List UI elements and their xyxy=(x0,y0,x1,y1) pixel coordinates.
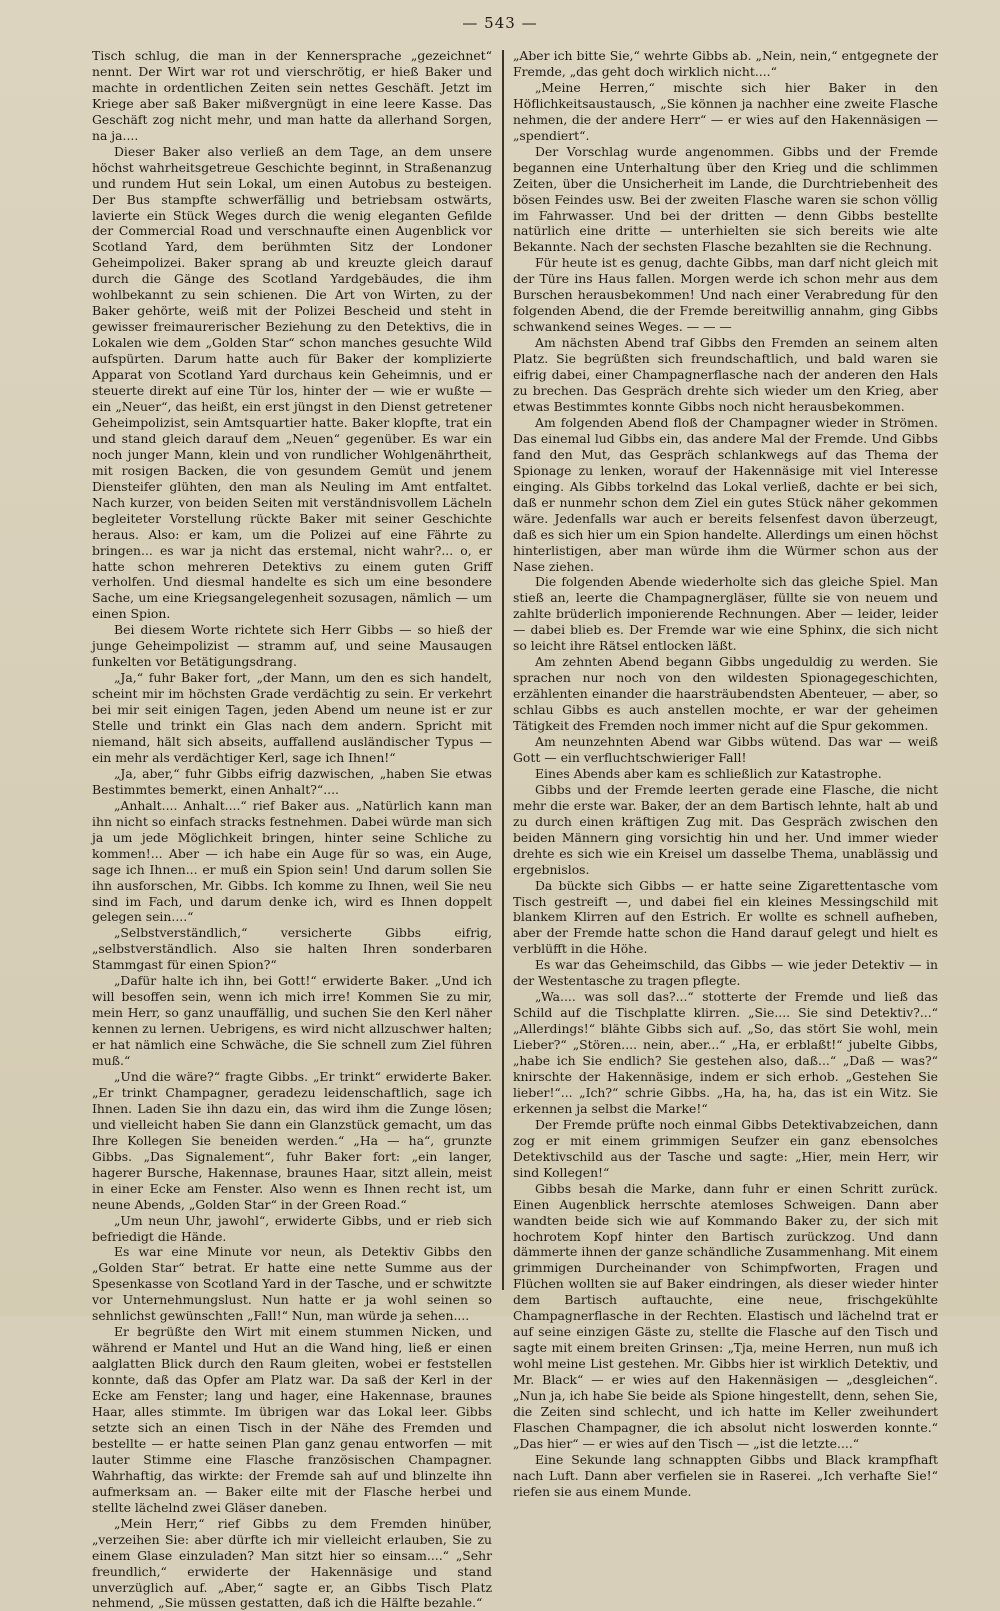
paragraph: „Aber ich bitte Sie,“ wehrte Gibbs ab. „Nein, nein,“ entgegnete der Fremde, „das geht doch wirklich nicht....“ xyxy=(513,48,938,79)
paragraph: „Um neun Uhr, jawohl“, erwiderte Gibbs, und er rieb sich befriedigt die Hände. xyxy=(92,1212,492,1244)
paragraph: Am nächsten Abend traf Gibbs den Fremden an seinem alten Platz. Sie begrüßten sich freundschaftlich, und bald waren sie eifrig dabei, einer Champagnerflasche nach der anderen den Hals zu brechen. Das Gespräch drehte sich wieder um den Krieg, aber etwas Bestimmtes konnte Gibbs noch nicht herausbekommen. xyxy=(513,335,938,414)
paragraph: Gibbs besah die Marke, dann fuhr er einen Schritt zurück. Einen Augenblick herrschte atemloses Schweigen. Dann aber wandten beide sich wie auf Kommando Baker zu, der sich mit hochrotem Kopf hinter den Bartisch zurückzog. Und dann dämmerte ihnen der ganze schändliche Zusammenhang. Mit einem grimmigen Durcheinander von Schimpfworten, Fragen und Flüchen wollten sie auf Baker eindringen, als dieser wieder hinter dem Bartisch auftauchte, eine neue, frischgekühlte Champagnerflasche in der Rechten. Elastisch und lächelnd trat er auf seine einzigen Gäste zu, stellte die Flasche auf den Tisch und sagte mit einem breiten Grinsen: „Tja, meine Herren, nun muß ich wohl meine List gestehen. Mr. Gibbs hier ist wirklich Detektiv, und Mr. Black“ — er wies auf den Hakennäsigen — „desgleichen“. „Nun ja, ich habe Sie beide als Spione hingestellt, denn, sehen Sie, die Zeiten sind schlecht, und ich hatte im Keller zweihundert Flaschen Champagner, die ich absolut nicht loswerden konnte.“ „Das hier“ — er wies auf den Tisch — „ist die letzte....“ xyxy=(513,1180,938,1451)
paragraph: „Und die wäre?“ fragte Gibbs. „Er trinkt“ erwiderte Baker. „Er trinkt Champagner, geradezu leidenschaftlich, sage ich Ihnen. Laden Sie ihn dazu ein, das wird ihm die Zunge lösen; und vielleicht haben Sie dann ein Glanzstück gemacht, um das Ihre Kollegen Sie beneiden werden.“ „Ha — ha“, grunzte Gibbs. „Das Signalement“, fuhr Baker fort: „ein langer, hagerer Bursche, Hakennase, braunes Haar, sitzt allein, meist in einer Ecke am Fenster. Also wenn es Ihnen recht ist, um neune Abends, „Golden Star“ in der Green Road.“ xyxy=(92,1069,492,1212)
paragraph: Es war das Geheimschild, das Gibbs — wie jeder Detektiv — in der Westentasche zu tragen pflegte. xyxy=(513,957,938,989)
paragraph: Am folgenden Abend floß der Champagner wieder in Strömen. Das einemal lud Gibbs ein, das andere Mal der Fremde. Und Gibbs fand den Mut, das Gespräch schlankwegs auf das Thema der Spionage zu lenken, worauf der Hakennäsige mit viel Interesse einging. Als Gibbs torkelnd das Lokal verließ, dachte er bei sich, daß er nunmehr schon dem Ziel ein gutes Stück näher gekommen wäre. Jedenfalls war auch er bereits felsenfest davon überzeugt, daß es sich hier um ein Spion handelte. Allerdings um einen höchst hinterlistigen, aber man würde ihm die Würmer schon aus der Nase ziehen. xyxy=(513,414,939,574)
paragraph: „Meine Herren,“ mischte sich hier Baker in den Höflichkeitsaustausch, „Sie können ja nachher eine zweite Flasche nehmen, die der andere Herr“ — er wies auf den Hakennäsigen — „spendiert“. xyxy=(513,79,938,143)
paragraph: „Ja, aber,“ fuhr Gibbs eifrig dazwischen, „haben Sie etwas Bestimmtes bemerkt, einen Anhalt?“.... xyxy=(92,765,492,797)
paragraph: Tisch schlug, die man in der Kennersprache „gezeichnet“ nennt. Der Wirt war rot und vierschrötig, er hieß Baker und machte in ordentlichen Zeiten sein nettes Geschäft. Jetzt im Kriege aber saß Baker mißvergnügt in eine leere Kasse. Das Geschäft zog nicht mehr, und man hatte da allerhand Sorgen, na ja.... xyxy=(92,48,492,143)
paragraph: Er begrüßte den Wirt mit einem stummen Nicken, und während er Mantel und Hut an die Wand hing, ließ er einen aalglatten Blick durch den Raum gleiten, wobei er feststellen konnte, daß das Opfer am Platz war. Da saß der Kerl in der Ecke am Fenster; lang und hager, eine Hakennase, braunes Haar, alles stimmte. Im übrigen war das Lokal leer. Gibbs setzte sich an einen Tisch in der Nähe des Fremden und bestellte — er hatte seinen Plan ganz genau entworfen — mit lauter Stimme eine Flasche französischen Champagner. Wahrhaftig, das wirkte: der Fremde sah auf und blinzelte ihn aufmerksam an. — Baker eilte mit der Flasche herbei und stellte lächelnd zwei Gläser daneben. xyxy=(92,1324,492,1515)
paragraph: Es war eine Minute vor neun, als Detektiv Gibbs den „Golden Star“ betrat. Er hatte eine nette Summe aus der Spesenkasse von Scotland Yard in der Tasche, und er schwitzte vor Unternehmungslust. Nun hatte er ja wohl seinen so sehnlichst gewünschten „Fall!“ Nun, man würde ja sehen.... xyxy=(92,1244,492,1324)
paragraph: Eine Sekunde lang schnappten Gibbs und Black krampfhaft nach Luft. Dann aber verfielen sie in Raserei. „Ich verhafte Sie!“ riefen sie aus einem Munde. xyxy=(513,1451,938,1499)
paragraph: Da bückte sich Gibbs — er hatte seine Zigarettentasche vom Tisch gestreift —, und dabei fiel ein kleines Messingschild mit blankem Klirren auf den Estrich. Er wollte es schnell aufheben, aber der Fremde hatte schon die Hand darauf gelegt und hielt es verblüfft in die Höhe. xyxy=(513,877,938,957)
paragraph: „Mein Herr,“ rief Gibbs zu dem Fremden hinüber, „verzeihen Sie: aber dürfte ich mir vielleicht erlauben, Sie zu einem Glase einzuladen? Man sitzt hier so einsam....“ „Sehr freundlich,“ erwiderte der Hakennäsige und stand unverzüglich auf. „Aber,“ sagte er, an Gibbs Tisch Platz nehmend, „Sie müssen gestatten, daß ich die Hälfte bezahle.“ xyxy=(92,1515,492,1611)
paragraph: Am zehnten Abend begann Gibbs ungeduldig zu werden. Sie sprachen nur noch von den wildesten Spionagegeschichten, erzählenten einander die haarsträubendsten Abenteuer, — aber, so schlau Gibbs es auch anstellen mochte, er war der geheimen Tätigkeit des Fremden noch immer nicht auf die Spur gekommen. xyxy=(513,654,938,734)
paragraph: Für heute ist es genug, dachte Gibbs, man darf nicht gleich mit der Türe ins Haus fallen. Morgen werde ich schon mehr aus dem Burschen herausbekommen! Und nach einer Verabredung für den folgenden Abend, die der Fremde bereitwillig annahm, ging Gibbs schwankend seines Weges. — — — xyxy=(513,255,938,335)
paragraph: Dieser Baker also verließ an dem Tage, an dem unsere höchst wahrheitsgetreue Geschichte beginnt, in Straßenanzug und rundem Hut sein Lokal, um einen Autobus zu besteigen. Der Bus stampfte schwerfällig und betriebsam ostwärts, lavierte ein Stück Weges durch die wenig eleganten Gefilde der Commercial Road und verschnaufte einen Augenblick vor Scotland Yard, dem berühmten Sitz der Londoner Geheimpolizei. Baker sprang ab und kreuzte gleich darauf durch die Gänge des Scotland Yardgebäudes, die ihm wohlbekannt zu sein schienen. Die Art von Wirten, zu der Baker gehörte, weiß mit der Polizei Bescheid und steht in gewisser freimaurerischer Beziehung zu den Detektivs, die in Lokalen wie dem „Golden Star“ schon manches gesuchte Wild aufspürten. Darum hatte auch für Baker der komplizierte Apparat von Scotland Yard durchaus kein Geheimnis, und er steuerte direkt auf eine Tür los, hinter der — wie er wußte — ein „Neuer“, das heißt, ein erst jüngst in den Dienst getretener Geheimpolizist, sein Amtsquartier hatte. Baker klopfte, trat ein und stand gleich darauf dem „Neuen“ gegenüber. Es war ein noch junger Mann, klein und von rundlicher Wohlgenährtheit, mit rosigen Backen, die von gesundem Gemüt und jenem Diensteifer glühten, den man als Neuling im Amt entfaltet. Nach kurzer, von beiden Seiten mit verständnisvollem Lächeln begleiteter Vorstellung rückte Baker mit seiner Geschichte heraus. Also: er kam, um die Polizei auf eine Fährte zu bringen... es war ja nicht das erstemal, nicht wahr?... o, er hatte schon mehreren Detektivs zu einem guten Griff verholfen. Und diesmal handelte es sich um eine besondere Sache, um eine Kriegsangelegenheit sozusagen, nämlich — um einen Spion. xyxy=(92,143,492,622)
right-column xyxy=(513,48,939,1499)
paragraph: Gibbs und der Fremde leerten gerade eine Flasche, die nicht mehr die erste war. Baker, der an dem Bartisch lehnte, halt ab und zu durch einen kräftigen Zug mit. Das Gespräch zwischen den beiden Männern ging vorsichtig hin und her. Und immer wieder drehte es sich wie ein Kreisel um dasselbe Thema, unablässig und ergebnislos. xyxy=(513,781,938,877)
paragraph: „Ja,“ fuhr Baker fort, „der Mann, um den es sich handelt, scheint mir im höchsten Grade verdächtig zu sein. Er verkehrt bei mir seit einigen Tagen, jeden Abend um neune ist er zur Stelle und trinkt ein Glas nach dem andern. Spricht mit niemand, hält sich abseits, auffallend ausländischer Typus — ein mehr als verdächtiger Kerl, sage ich Ihnen!“ xyxy=(92,670,492,765)
paragraph: Die folgenden Abende wiederholte sich das gleiche Spiel. Man stieß an, leerte die Champagnergläser, füllte sie von neuem und zahlte brüderlich imponierende Rechnungen. Aber — leider, leider — dabei blieb es. Der Fremde war wie eine Sphinx, die sich nicht so leicht ihre Rätsel entlocken läßt. xyxy=(513,574,938,654)
left-column xyxy=(92,48,492,1611)
page-number: — 543 — xyxy=(462,14,538,32)
column-divider xyxy=(502,50,504,1290)
paragraph: Bei diesem Worte richtete sich Herr Gibbs — so hieß der junge Geheimpolizist — stramm auf, und seine Mausaugen funkelten vor Betätigungsdrang. xyxy=(92,622,492,670)
paragraph: „Dafür halte ich ihn, bei Gott!“ erwiderte Baker. „Und ich will besoffen sein, wenn ich mich irre! Kommen Sie zu mir, mein Herr, so ganz unauffällig, und suchen Sie den Kerl näher kennen zu lernen. Uebrigens, es wird nicht allzuschwer halten; er hat nämlich eine Schwäche, die Sie schnell zum Ziel führen muß.“ xyxy=(92,973,492,1069)
paragraph: „Anhalt.... Anhalt....“ rief Baker aus. „Natürlich kann man ihn nicht so einfach stracks festnehmen. Dabei würde man sich ja um jede Möglichkeit bringen, hinter seine Schliche zu kommen!... Aber — ich habe ein Auge für so was, ein Auge, sage ich Ihnen... er muß ein Spion sein! Und darum sollen Sie ihn ausforschen, Mr. Gibbs. Ich komme zu Ihnen, weil Sie neu sind im Fach, und darum denke ich, wird es Ihnen doppelt gelegen sein....“ xyxy=(92,797,492,925)
paragraph: „Selbstverständlich,“ versicherte Gibbs eifrig, „selbstverständlich. Also sie halten Ihren sonderbaren Stammgast für einen Spion?“ xyxy=(92,925,492,973)
paragraph: Eines Abends aber kam es schließlich zur Katastrophe. xyxy=(535,765,882,781)
paragraph: Der Vorschlag wurde angenommen. Gibbs und der Fremde begannen eine Unterhaltung über den Krieg und die schlimmen Zeiten, über die Unsicherheit im Lande, die Durchtriebenheit des bösen Feindes usw. Bei der zweiten Flasche waren sie schon völlig im Fahrwasser. Und bei der dritten — denn Gibbs bestellte natürlich eine dritte — unterhielten sie sich bereits wie alte Bekannte. Nach der sechsten Flasche bezahlten sie die Rechnung. xyxy=(513,143,938,255)
paragraph: „Wa.... was soll das?...“ stotterte der Fremde und ließ das Schild auf die Tischplatte klirren. „Sie.... Sie sind Detektiv?...“ „Allerdings!“ blähte Gibbs sich auf. „So, das stört Sie wohl, mein Lieber?“ „Stören.... nein, aber...“ „Ha, er erblaßt!“ jubelte Gibbs, „habe ich Sie endlich? Sie gestehen also, daß...“ „Daß — was?“ knirschte der Hakennäsige, indem er sich erhob. „Gestehen Sie lieber!“... „Ich?“ schrie Gibbs. „Ha, ha, ha, das ist ein Witz. Sie erkennen ja selbst die Marke!“ xyxy=(513,989,938,1116)
paragraph: Am neunzehnten Abend war Gibbs wütend. Das war — weiß Gott — ein verfluchtschwieriger Fall! xyxy=(513,733,938,765)
paragraph: Der Fremde prüfte noch einmal Gibbs Detektivabzeichen, dann zog er mit einem grimmigen Seufzer ein ganz ebensolches Detektivschild aus der Tasche und sagte: „Hier, mein Herr, wir sind Kollegen!“ xyxy=(513,1116,938,1180)
